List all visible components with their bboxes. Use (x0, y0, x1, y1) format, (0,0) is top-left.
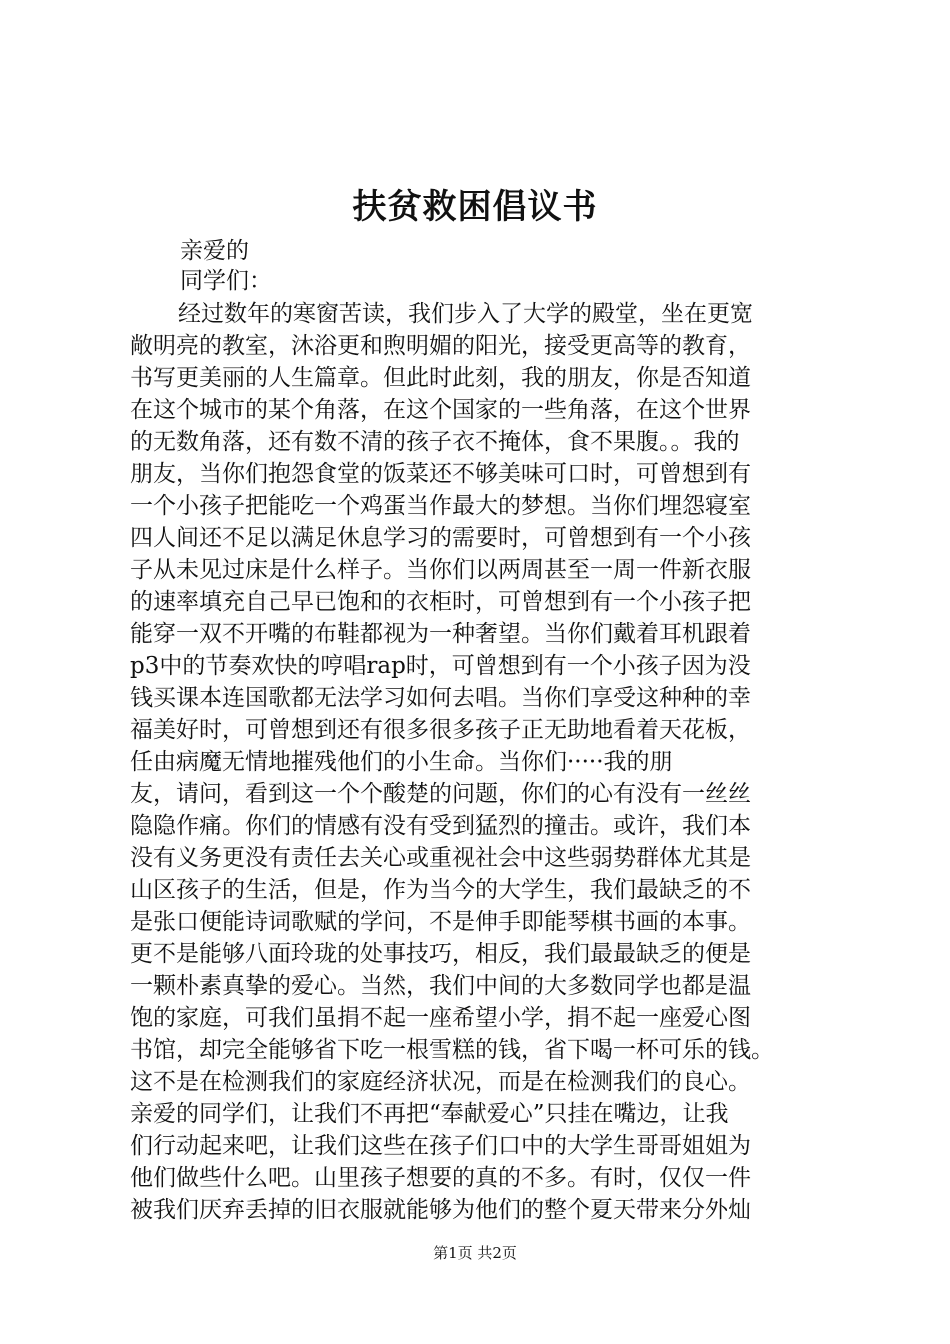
text-line: 这不是在检测我们的家庭经济状况，而是在检测我们的良心。 (130, 1069, 751, 1095)
text-line: 没有义务更没有责任去关心或重视社会中这些弱势群体尤其是 (130, 845, 751, 871)
text-line: 钱买课本连国歌都无法学习如何去唱。当你们享受这种种的幸 (130, 685, 751, 711)
text-line: 隐隐作痛。你们的情感有没有受到猛烈的撞击。或许，我们本 (130, 813, 751, 839)
text-line: 朋友，当你们抱怨食堂的饭菜还不够美味可口时，可曾想到有 (130, 461, 751, 487)
text-line: 任由病魔无情地摧残他们的小生命。当你们·····我的朋 (130, 749, 673, 775)
text-line: 是张口便能诗词歌赋的学问，不是伸手即能琴棋书画的本事。 (130, 909, 751, 935)
text-line: 亲爱的同学们，让我们不再把“奉献爱心”只挂在嘴边，让我 (130, 1101, 729, 1127)
text-line: 的速率填充自己早已饱和的衣柜时，可曾想到有一个小孩子把 (130, 589, 751, 615)
text-line: 在这个城市的某个角落，在这个国家的一些角落，在这个世界 (130, 397, 751, 423)
body-paragraph (130, 298, 850, 1226)
text-line: 他们做些什么吧。山里孩子想要的真的不多。有时，仅仅一件 (130, 1165, 751, 1191)
text-line: 一颗朴素真挚的爱心。当然，我们中间的大多数同学也都是温 (130, 973, 751, 999)
text-line: 山区孩子的生活，但是，作为当今的大学生，我们最缺乏的不 (130, 877, 751, 903)
text-line: 书馆，却完全能够省下吃一根雪糕的钱，省下喝一杯可乐的钱。 (130, 1037, 774, 1063)
text-line: 们行动起来吧，让我们这些在孩子们口中的大学生哥哥姐姐为 (130, 1133, 751, 1159)
text-line: 被我们厌弃丢掉的旧衣服就能够为他们的整个夏天带来分外灿 (130, 1197, 751, 1223)
text-line: 友，请问，看到这一个个酸楚的问题，你们的心有没有一丝丝 (130, 781, 751, 807)
text-line: 的无数角落，还有数不清的孩子衣不掩体，食不果腹。。我的 (130, 429, 740, 455)
text-line: 敞明亮的教室，沐浴更和煦明媚的阳光，接受更高等的教育， (130, 333, 751, 359)
text-line: p3中的节奏欢快的哼唱rap时，可曾想到有一个小孩子因为没 (130, 653, 751, 679)
text-line: 一个小孩子把能吃一个鸡蛋当作最大的梦想。当你们埋怨寝室 (130, 493, 751, 519)
text-line: 书写更美丽的人生篇章。但此时此刻，我的朋友，你是否知道 (130, 365, 751, 391)
document-title: 扶贫救困倡议书 (352, 187, 598, 227)
salutation-line-2: 同学们： (180, 268, 272, 294)
text-line: 饱的家庭，可我们虽捐不起一座希望小学，捐不起一座爱心图 (130, 1005, 751, 1031)
text-line: 经过数年的寒窗苦读，我们步入了大学的殿堂，坐在更宽 (178, 301, 753, 327)
text-line: 能穿一双不开嘴的布鞋都视为一种奢望。当你们戴着耳机跟着 (130, 621, 751, 647)
text-line: 福美好时，可曾想到还有很多很多孩子正无助地看着天花板， (130, 717, 751, 743)
text-line: 四人间还不足以满足休息学习的需要时，可曾想到有一个小孩 (130, 525, 751, 551)
page-number-footer: 第1页 共2页 (433, 1244, 517, 1262)
salutation-line-1: 亲爱的 (180, 238, 249, 264)
text-line: 子从未见过床是什么样子。当你们以两周甚至一周一件新衣服 (130, 557, 751, 583)
text-line: 更不是能够八面玲珑的处事技巧，相反，我们最最缺乏的便是 (130, 941, 751, 967)
